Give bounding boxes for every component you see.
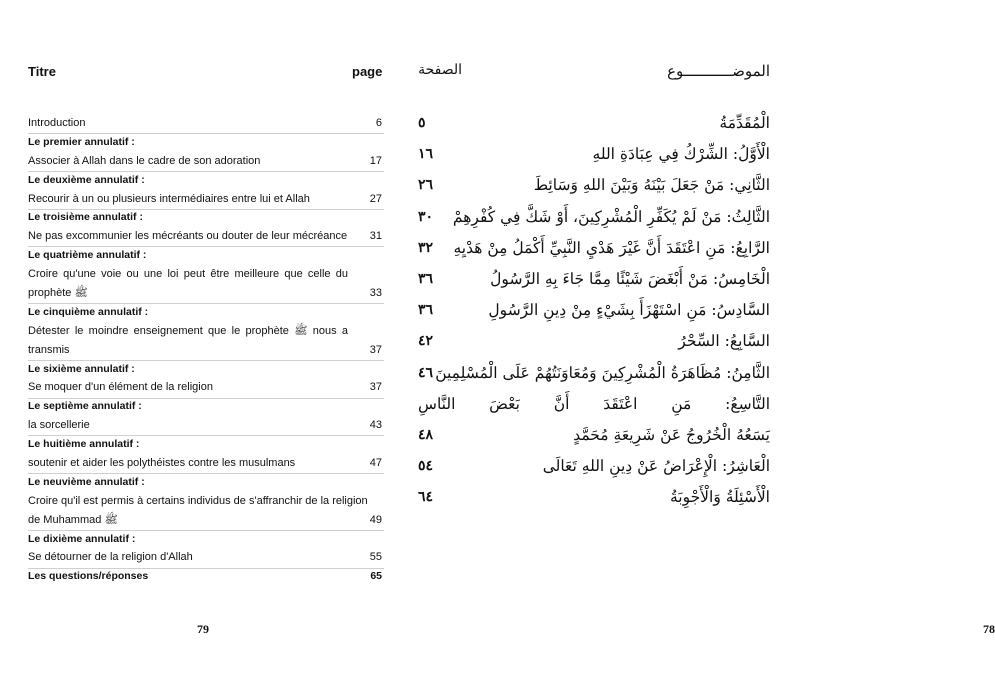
- toc-entry-text-ar: السَّادِسُ: مَنِ اسْتَهْزَأَ بِشَيْءٍ مِنْ دِينِ الرَّسُولِ: [488, 301, 770, 320]
- toc-entry-text: Le cinquième annulatif :: [28, 305, 149, 318]
- toc-entry-page-ar: ٢٦: [418, 177, 434, 194]
- toc-entry-page: 49: [369, 513, 382, 526]
- toc-entry-text-ar: الثَّالِثُ: مَنْ لَمْ يُكَفِّرِ الْمُشْرِكِينَ، أَوْ شَكَّ فِي كُفْرِهِمْ: [452, 207, 770, 226]
- toc-topic-header-ar: الموضـــــــــــوع: [667, 62, 770, 80]
- toc-entry-ar: [418, 170, 770, 201]
- toc-section-heading: [28, 397, 384, 416]
- toc-entry: [28, 416, 384, 435]
- toc-entry-text: prophète ﷺ: [28, 287, 88, 300]
- toc-entry-page: 37: [369, 343, 382, 356]
- toc-entry-text: soutenir et aider les polythéistes contre les musulmans: [28, 457, 296, 470]
- divider: [28, 133, 384, 134]
- toc-entry: [28, 265, 384, 284]
- toc-entry-ar: [418, 451, 770, 482]
- toc-entry-text-ar: الْمُقَدِّمَةُ: [719, 114, 770, 132]
- divider: [28, 209, 384, 210]
- toc-entry-text: Associer à Allah dans le cadre de son adoration: [28, 154, 261, 167]
- toc-entry-page: 43: [369, 419, 382, 432]
- toc-entry-text: Le septième annulatif :: [28, 400, 142, 413]
- toc-entry-page-ar: ٥: [418, 115, 426, 131]
- toc-entry-text-ar: الْأَوَّلُ: الشِّرْكُ فِي عِبَادَةِ اللهِ: [592, 145, 770, 164]
- toc-section-heading: [28, 360, 384, 379]
- toc-entry-page: 65: [370, 570, 382, 583]
- toc-entry: [28, 378, 384, 397]
- toc-entry-page-ar: ٤٨: [418, 426, 434, 443]
- toc-entry-word-ar: التَّاسِعُ:: [725, 394, 770, 413]
- toc-entry-ar: [418, 326, 770, 357]
- divider: [28, 303, 384, 304]
- page-number-left: 79: [197, 622, 209, 636]
- toc-entry-page-ar: ٣٦: [418, 302, 434, 319]
- toc-entry-text: Le quatrième annulatif :: [28, 249, 147, 262]
- toc-entry: [28, 511, 384, 530]
- toc-entry-text: la sorcellerie: [28, 419, 90, 432]
- toc-entry-word-ar: مَنِ: [671, 394, 692, 413]
- toc-entry-text-ar: [418, 389, 770, 420]
- divider: [28, 398, 384, 399]
- toc-title-header: Titre: [28, 64, 56, 79]
- divider: [28, 473, 384, 474]
- toc-entry-page: 31: [369, 230, 382, 243]
- toc-entry-page-ar: ٣٢: [418, 239, 434, 256]
- toc-section-heading: [28, 567, 384, 586]
- divider: [28, 360, 384, 361]
- toc-entry-text-ar: السَّابِعُ: السِّحْرُ: [678, 332, 770, 351]
- toc-entry-text: Le dixième annulatif :: [28, 532, 136, 545]
- toc-entry: [28, 190, 384, 209]
- toc-entry-text-ar: الْخَامِسُ: مَنْ أَبْغَضَ شَيْئًا مِمَّا جَاءَ بِهِ الرَّسُولُ: [490, 269, 770, 288]
- toc-entry-text: Les questions/réponses: [28, 570, 149, 583]
- toc-page-header-ar: الصفحة: [418, 62, 462, 78]
- toc-entry: [28, 492, 384, 511]
- toc-entry-page: 17: [369, 154, 382, 167]
- toc-section-heading: [28, 208, 384, 227]
- toc-entry: [28, 341, 384, 360]
- toc-entry-text: Le troisième annulatif :: [28, 211, 143, 224]
- toc-entry: [28, 322, 384, 341]
- toc-entry-word-ar: اعْتَقَدَ: [603, 394, 638, 413]
- toc-entry: [28, 548, 384, 567]
- toc-entry-page: 37: [369, 381, 382, 394]
- toc-entry-word-ar: بَعْضَ: [489, 394, 520, 413]
- toc-entry-ar: [418, 420, 770, 451]
- table-of-contents-ar: [418, 108, 770, 513]
- toc-section-heading: [28, 530, 384, 549]
- left-page: [0, 0, 400, 683]
- toc-entry-text: Se moquer d'un élément de la religion: [28, 381, 213, 394]
- toc-entry-page-ar: ٦٤: [418, 489, 434, 506]
- toc-entry-text-ar: الثَّامِنُ: مُظَاهَرَةُ الْمُشْرِكِينَ وَمُعَاوَنَتُهُمْ عَلَى الْمُسْلِمِينَ: [435, 363, 770, 382]
- toc-entry: [28, 114, 384, 133]
- toc-entry: [28, 454, 384, 473]
- toc-entry-page: 55: [369, 551, 382, 564]
- toc-entry-page: 47: [369, 457, 382, 470]
- divider: [28, 568, 384, 569]
- toc-entry-word-ar: النَّاسِ: [418, 394, 456, 413]
- toc-entry-word-ar: أَنَّ: [553, 394, 570, 413]
- toc-entry-page-ar: ٣٠: [418, 208, 434, 225]
- toc-entry-text: de Muhammad ﷺ: [28, 513, 118, 526]
- toc-entry-text: Le neuvième annulatif :: [28, 475, 145, 488]
- toc-section-heading: [28, 133, 384, 152]
- toc-entry-ar: [418, 139, 770, 170]
- toc-entry-ar: [418, 358, 770, 389]
- toc-entry-page-ar: ٤٢: [418, 333, 434, 350]
- toc-entry-text: Se détourner de la religion d'Allah: [28, 551, 193, 564]
- toc-entry-ar: [418, 295, 770, 326]
- toc-entry-page-ar: ١٦: [418, 146, 434, 163]
- toc-entry-text-ar: الْعَاشِرُ: الْإِعْرَاضُ عَنْ دِينِ اللهِ تَعَالَى: [542, 457, 770, 476]
- toc-entry-text: Ne pas excommunier les mécréants ou douter de leur mécréance: [28, 230, 348, 243]
- toc-entry-page-ar: ٤٦: [418, 364, 434, 381]
- toc-entry-page: 33: [369, 287, 382, 300]
- table-of-contents-fr: [28, 114, 384, 586]
- divider: [28, 435, 384, 436]
- toc-section-heading: [28, 473, 384, 492]
- toc-entry-text: Le premier annulatif :: [28, 135, 135, 148]
- toc-section-heading: [28, 303, 384, 322]
- right-page: [400, 0, 995, 683]
- toc-section-heading: [28, 246, 384, 265]
- toc-entry-ar: [418, 202, 770, 233]
- divider: [28, 530, 384, 531]
- toc-entry-ar: [418, 108, 770, 139]
- toc-entry-text: Le sixième annulatif :: [28, 362, 135, 375]
- toc-page-header: page: [352, 64, 383, 79]
- toc-section-heading: [28, 171, 384, 190]
- toc-entry-page: 27: [369, 192, 382, 205]
- toc-entry-ar: [418, 389, 770, 420]
- toc-entry-page: 6: [375, 117, 382, 129]
- toc-entry-ar: [418, 264, 770, 295]
- toc-entry: [28, 227, 384, 246]
- toc-entry: [28, 152, 384, 171]
- toc-entry-text: transmis: [28, 343, 70, 356]
- page-number-right: 78: [983, 622, 995, 636]
- toc-entry-ar: [418, 233, 770, 264]
- divider: [28, 171, 384, 172]
- toc-entry-text: Croire qu'il est permis à certains individus de s'affranchir de la religion: [28, 494, 368, 507]
- toc-entry-page-ar: ٣٦: [418, 270, 434, 287]
- toc-entry-page-ar: ٥٤: [418, 458, 434, 475]
- toc-section-heading: [28, 435, 384, 454]
- toc-entry-text: Croire qu'une voie ou une loi peut être meilleure que celle du: [28, 268, 348, 281]
- toc-entry-text: Le huitième annulatif :: [28, 438, 140, 451]
- toc-entry: [28, 284, 384, 303]
- toc-entry-text: Recourir à un ou plusieurs intermédiaires entre lui et Allah: [28, 192, 310, 205]
- toc-entry-text-ar: الْأَسْئِلَةُ وَالْأَجْوِبَةُ: [669, 488, 770, 507]
- toc-entry-text-ar: يَسَعُهُ الْخُرُوجُ عَنْ شَرِيعَةِ مُحَمَّدٍ: [573, 425, 770, 444]
- toc-entry-text: Introduction: [28, 117, 86, 129]
- toc-entry-text: Le deuxième annulatif :: [28, 173, 145, 186]
- toc-entry-ar: [418, 482, 770, 513]
- toc-entry-text-ar: الرَّابِعُ: مَنِ اعْتَقَدَ أَنَّ غَيْرَ هَدْيِ النَّبِيِّ أَكْمَلُ مِنْ هَدْيِهِ: [453, 238, 770, 257]
- divider: [28, 246, 384, 247]
- toc-entry-text-ar: الثَّانِي: مَنْ جَعَلَ بَيْنَهُ وَبَيْنَ اللهِ وَسَائِطَ: [533, 176, 770, 195]
- toc-entry-text: Détester le moindre enseignement que le prophète ﷺ nous a: [28, 324, 348, 337]
